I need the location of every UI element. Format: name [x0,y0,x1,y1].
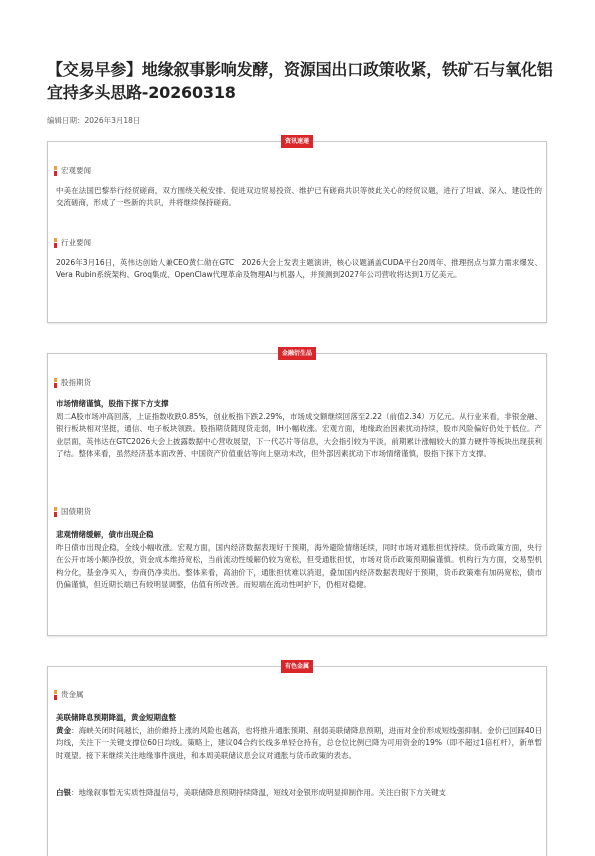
news-section [47,138,547,323]
silver-paragraph [56,787,542,799]
edit-date: 编辑日期：2026年3月18日 [47,116,141,125]
subheading-label: 宏观要闻 [61,166,91,175]
derivatives-section [47,350,547,636]
section-marker-icon [54,238,57,248]
section-marker-icon [54,690,57,700]
subheading-bond-futures [54,507,91,517]
gold-text: ：海峡关闭时间越长，油价維持上涨的风险也越高，也将推升通胀预期、削弱美联储降息预期，进而对金价形成短线强抑制。金价已回踩40日均线，关注下一关键支撑位60日均线。策略上，建议04合约长线多单轻仓持有，总仓位比例已降为可用资金的19%（即不超过1倍杠杆），新单暂时观望。接下来继续关注地缘事件演进，和本周美联储议息会议对通胀与货币政策的表态。 [56,726,543,760]
macro-news-text: 中美在法国巴黎举行经贸磋商，双方围绕关税安排、促进双边贸易投资、维护已有磋商共识等彼此关心的经贸议题，进行了坦诚、深入、建设性的交流磋商，形成了一些新的共识，并将继续保持磋商。 [56,186,542,208]
gold-paragraph [56,725,542,762]
subheading-precious-metals [54,690,84,700]
subheading-index-futures [54,378,91,388]
bond-futures-text: 昨日债市出现企稳，全线小幅收涨。宏观方面，国内经济数据表现好于预期，海外避险情绪延续，同时市场对通胀担忧持续。货币政策方面，央行在公开市场小额净投放，资金成本维持宽松，当前流动性缓解仍较为宽松，但受通胀担忧，市场对货币政策预期偏谨慎。机构行为方面，交易型机构分化，基金净买入，券商仍净卖出。整体来看，高油价下，通胀担忧难以消退，叠加国内经济数据表现好于预期，货币政策难有加码宽松，债市仍偏谨慎，但近期长端已有较明显调整，估值有所改善。而短端在流动性呵护下，仍相对稳健。 [56,543,542,589]
page-title: 【交易早参】地缘叙事影响发酵，资源国出口政策收紧，铁矿石与氧化铝宜持多头思路-20260318 [47,60,553,102]
subheading-label: 贵金属 [61,690,84,699]
subheading-macro [54,166,91,176]
silver-lead: 白银 [56,788,71,797]
section-badge-derivatives: 金融衍生品 [278,347,316,360]
gold-lead: 黄金 [56,726,72,735]
precious-metals-heading: 美联储降息预期降温，黄金短期盘整 [56,713,176,722]
subheading-label: 行业要闻 [61,238,91,247]
section-marker-icon [54,378,57,388]
index-futures-text: 周二A股市场冲高回落，上证指数收跌0.85%，创业板指下跌2.29%，市场成交额继续回落至2.22（前值2.34）万亿元。从行业来看，非银金融、银行板块相对坚挺，通信、电子板块领跌。股指期货随现货走弱，IH小幅收涨。宏观方面，地缘政治因素扰动持续，股市风险偏好仍处于低位。产业层面，英伟达在GTC2026大会上披露数据中心营收展望，下一代芯片等信息，大会指引较为平淡，前期累计涨幅较大的算力硬件等板块出现获利了结。整体来看，虽然经济基本面改善、中国资产价值重估等向上驱动未改，但外部因素扰动下市场情绪谨慎，股指下探下方支撑。 [56,412,542,458]
bond-futures-heading: 悲观情绪缓解，债市出现企稳 [56,530,154,539]
industry-news-text: 2026年3月16日，英伟达创始人兼CEO黄仁勋在GTC 2026大会上发表主题演讲，核心议题涵盖CUDA平台20周年、推理拐点与算力需求爆发、Vera Rubin系统架构、Groq集成、OpenClaw代理革命及物理AI与机器人，并预测到2027年公司营收将达到1万亿美元。 [56,258,542,280]
subheading-label: 国债期货 [61,507,91,516]
silver-text: ：地缘叙事暂无实质性降温信号，美联储降息预期持续降温，短线对金银形成明显抑制作用。关注白银下方关键支 [71,788,446,797]
index-futures-heading: 市场情绪谨慎，股指下探下方支撑 [56,399,169,408]
section-badge-nonferrous: 有色金属 [281,660,313,673]
section-marker-icon [54,507,57,517]
subheading-industry [54,238,91,248]
nonferrous-section [47,663,547,856]
section-marker-icon [54,166,57,176]
section-badge-news: 资讯速递 [281,135,313,148]
subheading-label: 股指期货 [61,378,91,387]
